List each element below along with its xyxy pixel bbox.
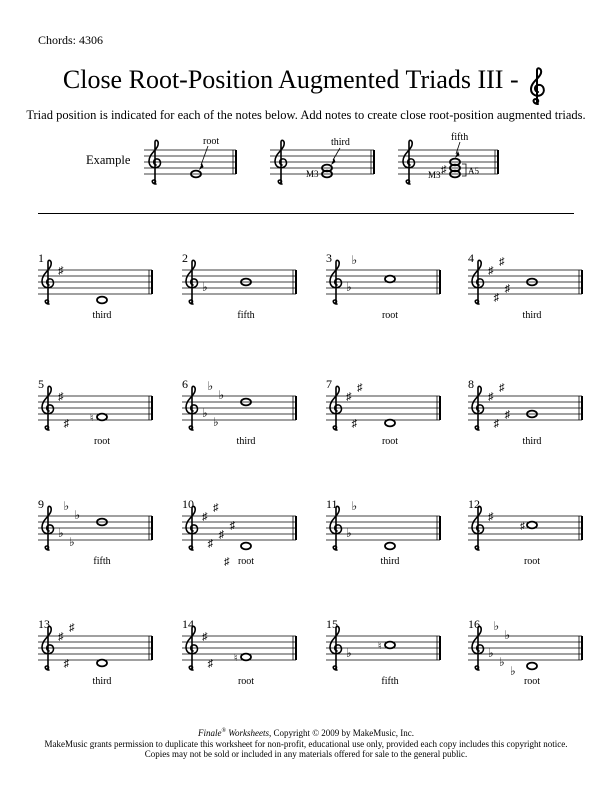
example-annotation-2: third (331, 137, 350, 148)
flat-icon: ♭ (346, 646, 352, 660)
exercise-7 (326, 377, 440, 447)
whole-note (241, 654, 251, 661)
whole-note (241, 543, 251, 550)
exercise-number: 6 (182, 377, 188, 391)
sharp-icon: ♯ (499, 382, 505, 394)
flat-icon: ♭ (202, 280, 208, 294)
example-staff-1 (144, 136, 236, 184)
sharp-icon: ♯ (202, 511, 208, 523)
sharp-icon: ♯ (504, 409, 510, 421)
whole-note (385, 420, 395, 427)
example-label: Example (86, 153, 131, 167)
sharp-icon: ♯ (488, 511, 494, 523)
exercise-5 (38, 377, 152, 447)
instructions-text: Triad position is indicated for each of the notes below. Add notes to create close root-position augmented triads. (26, 108, 586, 122)
flat-icon: ♭ (58, 526, 64, 540)
flat-icon: ♭ (213, 415, 219, 429)
sharp-icon: ♯ (224, 556, 230, 568)
sharp-icon: ♯ (69, 622, 75, 634)
exercise-1 (38, 251, 152, 321)
example-annotation-1: root (203, 136, 220, 147)
whole-note (97, 414, 107, 421)
exercise-number: 3 (326, 251, 332, 265)
footer-brand: Finale (197, 728, 222, 738)
whole-note (527, 663, 537, 670)
sharp-icon: ♯ (357, 382, 363, 394)
exercise-number: 15 (326, 617, 338, 631)
flat-icon: ♭ (493, 619, 500, 633)
flat-icon: ♭ (74, 508, 81, 522)
triad-position-label: root (523, 556, 541, 567)
example-interval-label-3-lower: M3 (428, 170, 441, 180)
whole-note (97, 660, 107, 667)
triad-position-label: third (522, 436, 542, 447)
exercise-number: 12 (468, 497, 480, 511)
flat-icon: ♭ (499, 655, 505, 669)
footer-copyright: , Copyright © 2009 by MakeMusic, Inc. (268, 728, 415, 738)
triad-position-label: third (522, 310, 542, 321)
exercise-number: 2 (182, 251, 188, 265)
whole-note (527, 522, 537, 529)
exercise-3 (326, 251, 440, 321)
sharp-icon: ♯ (229, 520, 235, 532)
exercise-number: 4 (468, 251, 474, 265)
flat-icon: ♭ (351, 499, 358, 513)
example-staff-3 (398, 132, 498, 184)
flat-icon: ♭ (69, 535, 75, 549)
sharp-icon: ♯ (493, 292, 499, 304)
sharp-icon: ♯ (202, 631, 208, 643)
exercise-number: 13 (38, 617, 50, 631)
worksheet-code: Chords: 4306 (38, 33, 104, 47)
triad-position-label: fifth (237, 310, 255, 321)
flat-icon: ♭ (504, 628, 511, 642)
triad-position-label: fifth (381, 676, 399, 687)
example-annotation-3: fifth (451, 132, 469, 143)
example-staves (0, 0, 612, 230)
whole-note (385, 276, 395, 283)
accidental-icon: ♯ (520, 521, 525, 532)
flat-icon: ♭ (510, 664, 516, 678)
exercise-13 (38, 617, 152, 687)
triad-position-label: root (237, 556, 255, 567)
sharp-icon: ♯ (441, 164, 447, 176)
flat-icon: ♭ (63, 499, 70, 513)
exercise-number: 10 (182, 497, 194, 511)
exercise-10 (182, 497, 296, 568)
sharp-icon: ♯ (63, 658, 69, 670)
exercise-number: 5 (38, 377, 44, 391)
copyright-footer (0, 726, 612, 760)
sharp-icon: ♯ (58, 391, 64, 403)
accidental-icon: ♮ (378, 641, 382, 652)
exercise-number: 16 (468, 617, 480, 631)
sharp-icon: ♯ (207, 538, 213, 550)
sharp-icon: ♯ (63, 418, 69, 430)
sharp-icon: ♯ (499, 256, 505, 268)
triad-position-label: third (92, 310, 112, 321)
flat-icon: ♭ (351, 253, 358, 267)
example-interval-label-2: M3 (306, 169, 319, 179)
sharp-icon: ♯ (346, 391, 352, 403)
triad-position-label: root (523, 676, 541, 687)
accidental-icon: ♮ (234, 653, 238, 664)
sharp-icon: ♯ (213, 502, 219, 514)
flat-icon: ♭ (488, 646, 494, 660)
exercise-number: 8 (468, 377, 474, 391)
sharp-icon: ♯ (58, 631, 64, 643)
flat-icon: ♭ (218, 388, 225, 402)
triad-position-label: root (93, 436, 111, 447)
exercise-12 (468, 497, 582, 567)
sharp-icon: ♯ (58, 265, 64, 277)
exercise-15 (326, 617, 440, 687)
whole-note (385, 642, 395, 649)
exercise-grid (0, 230, 612, 710)
footer-line-2: MakeMusic grants permission to duplicate this worksheet for non-profit, educational use only, provided each copy includes this copyright notice. (44, 738, 568, 749)
exercise-number: 7 (326, 377, 332, 391)
triad-position-label: root (237, 676, 255, 687)
exercise-4 (468, 251, 582, 321)
page-title-text: Close Root-Position Augmented Triads III - (62, 64, 519, 94)
example-staff-2 (270, 137, 374, 184)
sharp-icon: ♯ (218, 529, 224, 541)
exercise-8 (468, 377, 582, 447)
exercise-number: 9 (38, 497, 44, 511)
sharp-icon: ♯ (351, 418, 357, 430)
flat-icon: ♭ (207, 379, 214, 393)
triad-position-label: root (381, 436, 399, 447)
triad-position-label: third (92, 676, 112, 687)
triad-position-label: fifth (93, 556, 111, 567)
divider-line (38, 213, 574, 214)
flat-icon: ♭ (202, 406, 208, 420)
sharp-icon: ♯ (488, 391, 494, 403)
sharp-icon: ♯ (207, 658, 213, 670)
sharp-icon: ♯ (488, 265, 494, 277)
exercise-number: 14 (182, 617, 194, 631)
whole-note (97, 297, 107, 304)
footer-line-1 (0, 726, 612, 739)
sharp-icon: ♯ (504, 283, 510, 295)
exercise-11 (326, 497, 440, 567)
exercise-16 (468, 617, 582, 687)
whole-note (385, 543, 395, 550)
footer-product: Worksheets (228, 728, 269, 738)
exercise-9 (38, 497, 152, 567)
exercise-2 (182, 251, 296, 321)
example-interval-label-3-upper: A5 (468, 166, 479, 176)
triad-position-label: third (380, 556, 400, 567)
accidental-icon: ♮ (90, 413, 94, 424)
exercise-14 (182, 617, 296, 687)
triad-position-label: third (236, 436, 256, 447)
exercise-6 (182, 377, 296, 447)
footer-line-3: Copies may not be sold or included in any materials offered for sale to the general public. (144, 749, 468, 759)
exercise-number: 11 (326, 497, 338, 511)
triad-position-label: root (381, 310, 399, 321)
flat-icon: ♭ (346, 280, 352, 294)
exercise-number: 1 (38, 251, 44, 265)
sharp-icon: ♯ (493, 418, 499, 430)
footer-reg-mark: ® (221, 728, 227, 734)
flat-icon: ♭ (346, 526, 352, 540)
